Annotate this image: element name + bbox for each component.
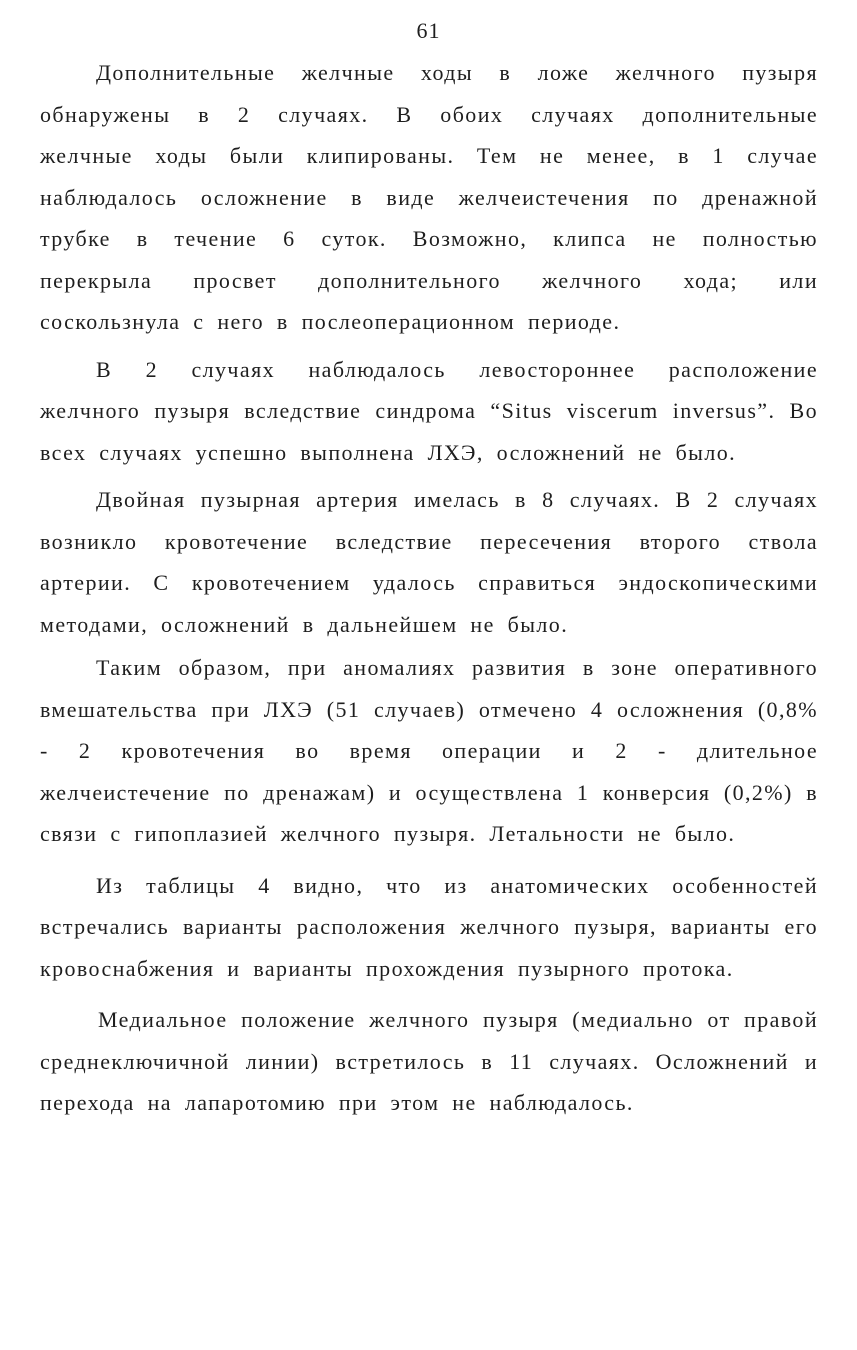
paragraph-medial-position: Медиальное положение желчного пузыря (медиально от правой среднеключичной линии) встретилось в 11 случаях. Осложнений и перехода на лапаротомию при этом не наблюдалось. [40, 1007, 818, 1115]
paragraph-double-cystic-artery: Двойная пузырная артерия имелась в 8 случаях. В 2 случаях возникло кровотечение вследствие пересечения второго ствола артерии. С кровотечением удалось справиться эндоскопическими методами, осложнений в дальнейшем не было. [40, 487, 818, 637]
paragraph-additional-bile-ducts: Дополнительные желчные ходы в ложе желчного пузыря обнаружены в 2 случаях. В обоих случаях дополнительные желчные ходы были клипированы. Тем не менее, в 1 случае наблюдалось осложнение в виде желчеистечения по дренажной трубке в течение 6 суток. Возможно, клипса не полностью перекрыла просвет дополнительного желчного хода; или соскользнула с него в послеоперационном периоде. [40, 60, 818, 334]
paragraph-left-sided-gallbladder: В 2 случаях наблюдалось левостороннее расположение желчного пузыря вследствие синдрома “Situs viscerum inversus”. Во всех случаях успешно выполнена ЛХЭ, осложнений не было. [40, 356, 818, 465]
page-number: 61 [416, 18, 441, 43]
document-body [40, 52, 818, 1124]
paragraph-table-4-variants: Из таблицы 4 видно, что из анатомических особенностей встречались варианты расположения желчного пузыря, варианты его кровоснабжения и варианты прохождения пузырного протока. [40, 872, 818, 981]
paragraph-summary-anomalies: Таким образом, при аномалиях развития в зоне оперативного вмешательства при ЛХЭ (51 случаев) отмечено 4 осложнения (0,8% - 2 кровотечения во время операции и 2 - длительное желчеистечение по дренажам) и осуществлена 1 конверсия (0,2%) в связи с гипоплазией желчного пузыря. Летальности не было. [40, 655, 818, 846]
